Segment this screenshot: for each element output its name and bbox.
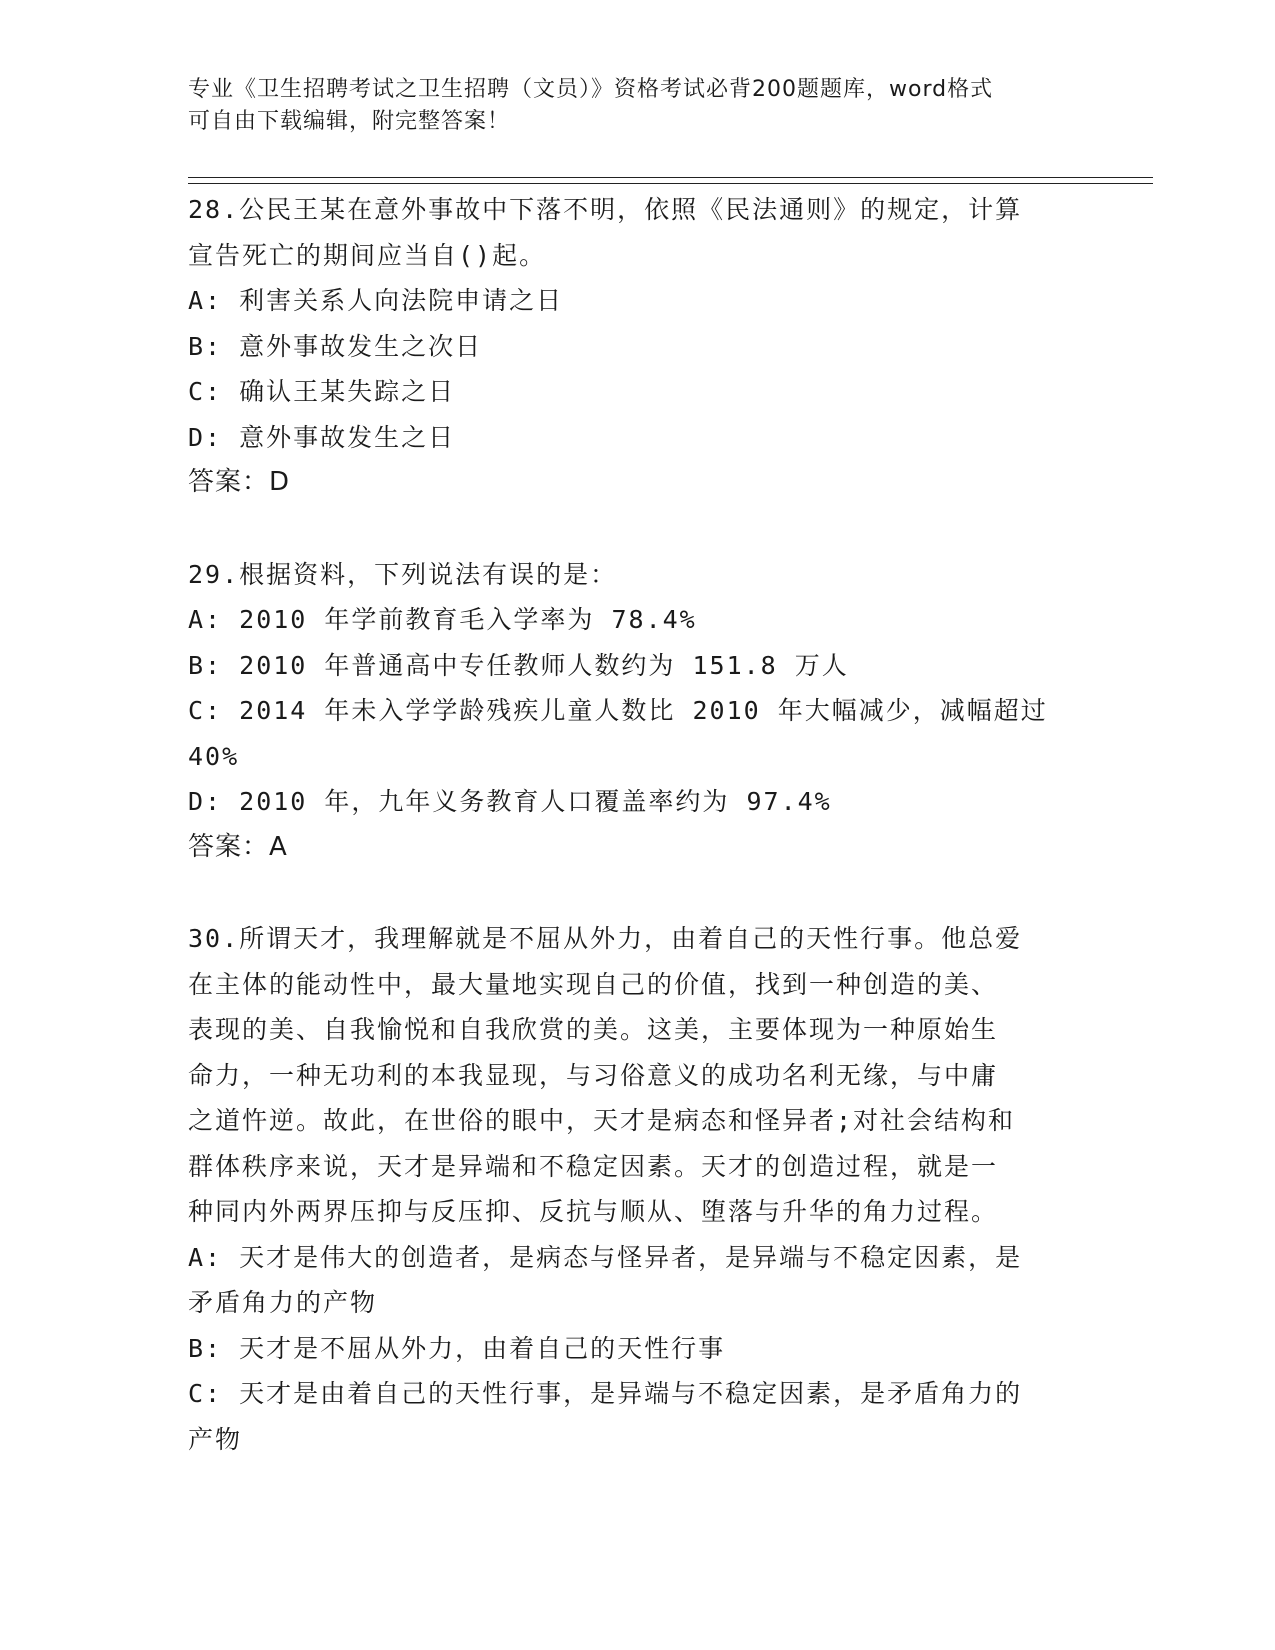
question-text-line: 命力，一种无功利的本我显现，与习俗意义的成功名利无缘，与中庸 [188, 1060, 999, 1090]
option-b: B: 意外事故发生之次日 [188, 331, 483, 361]
header-divider-top [188, 177, 1153, 178]
option-c-continued: 产物 [188, 1424, 243, 1454]
question-text-line: 宣告死亡的期间应当自()起。 [188, 240, 547, 270]
option-d: D: 意外事故发生之日 [188, 422, 456, 452]
question-text-line: 之道忤逆。故此，在世俗的眼中，天才是病态和怪异者;对社会结构和 [188, 1106, 1016, 1135]
question-text-line: 在主体的能动性中，最大量地实现自己的价值，找到一种创造的美、 [188, 969, 999, 999]
option-c: C: 天才是由着自己的天性行事，是异端与不稳定因素，是矛盾角力的 [188, 1379, 1023, 1408]
question-30 [188, 916, 1088, 1462]
question-list [188, 187, 1088, 1508]
header-line-1: 专业《卫生招聘考试之卫生招聘（文员）》资格考试必背200题题库，word格式 [188, 77, 994, 102]
option-c-continued: 40% [188, 741, 240, 771]
question-text-line: 29.根据资料，下列说法有误的是： [188, 559, 618, 589]
option-d: D: 2010 年，九年义务教育人口覆盖率约为 97.4% [188, 787, 832, 816]
option-b: B: 天才是不屈从外力，由着自己的天性行事 [188, 1333, 726, 1363]
option-b: B: 2010 年普通高中专任教师人数约为 151.8 万人 [188, 650, 849, 680]
header-line-2: 可自由下载编辑，附完整答案！ [188, 109, 511, 134]
option-a: A: 2010 年学前教育毛入学率为 78.4% [188, 605, 697, 634]
question-29 [188, 552, 1088, 871]
question-text-line: 28.公民王某在意外事故中下落不明，依照《民法通则》的规定，计算 [188, 195, 1023, 224]
option-c: C: 2014 年未入学学龄残疾儿童人数比 2010 年大幅减少，减幅超过 [188, 696, 1048, 725]
option-c: C: 确认王某失踪之日 [188, 377, 456, 406]
document-header [188, 74, 1068, 138]
question-text-line: 群体秩序来说，天才是异端和不稳定因素。天才的创造过程，就是一 [188, 1151, 999, 1181]
option-a-continued: 矛盾角力的产物 [188, 1288, 378, 1317]
question-28 [188, 187, 1088, 506]
answer-label: 答案：D [188, 467, 291, 497]
question-text-line: 表现的美、自我愉悦和自我欣赏的美。这美，主要体现为一种原始生 [188, 1015, 999, 1044]
option-a: A: 利害关系人向法院申请之日 [188, 286, 564, 315]
question-text-line: 30.所谓天才，我理解就是不屈从外力，由着自己的天性行事。他总爱 [188, 924, 1023, 953]
header-divider-bottom [188, 183, 1153, 184]
question-text-line: 种同内外两界压抑与反压抑、反抗与顺从、堕落与升华的角力过程。 [188, 1197, 999, 1226]
answer-label: 答案：A [188, 831, 288, 862]
option-a: A: 天才是伟大的创造者，是病态与怪异者，是异端与不稳定因素，是 [188, 1242, 1023, 1272]
